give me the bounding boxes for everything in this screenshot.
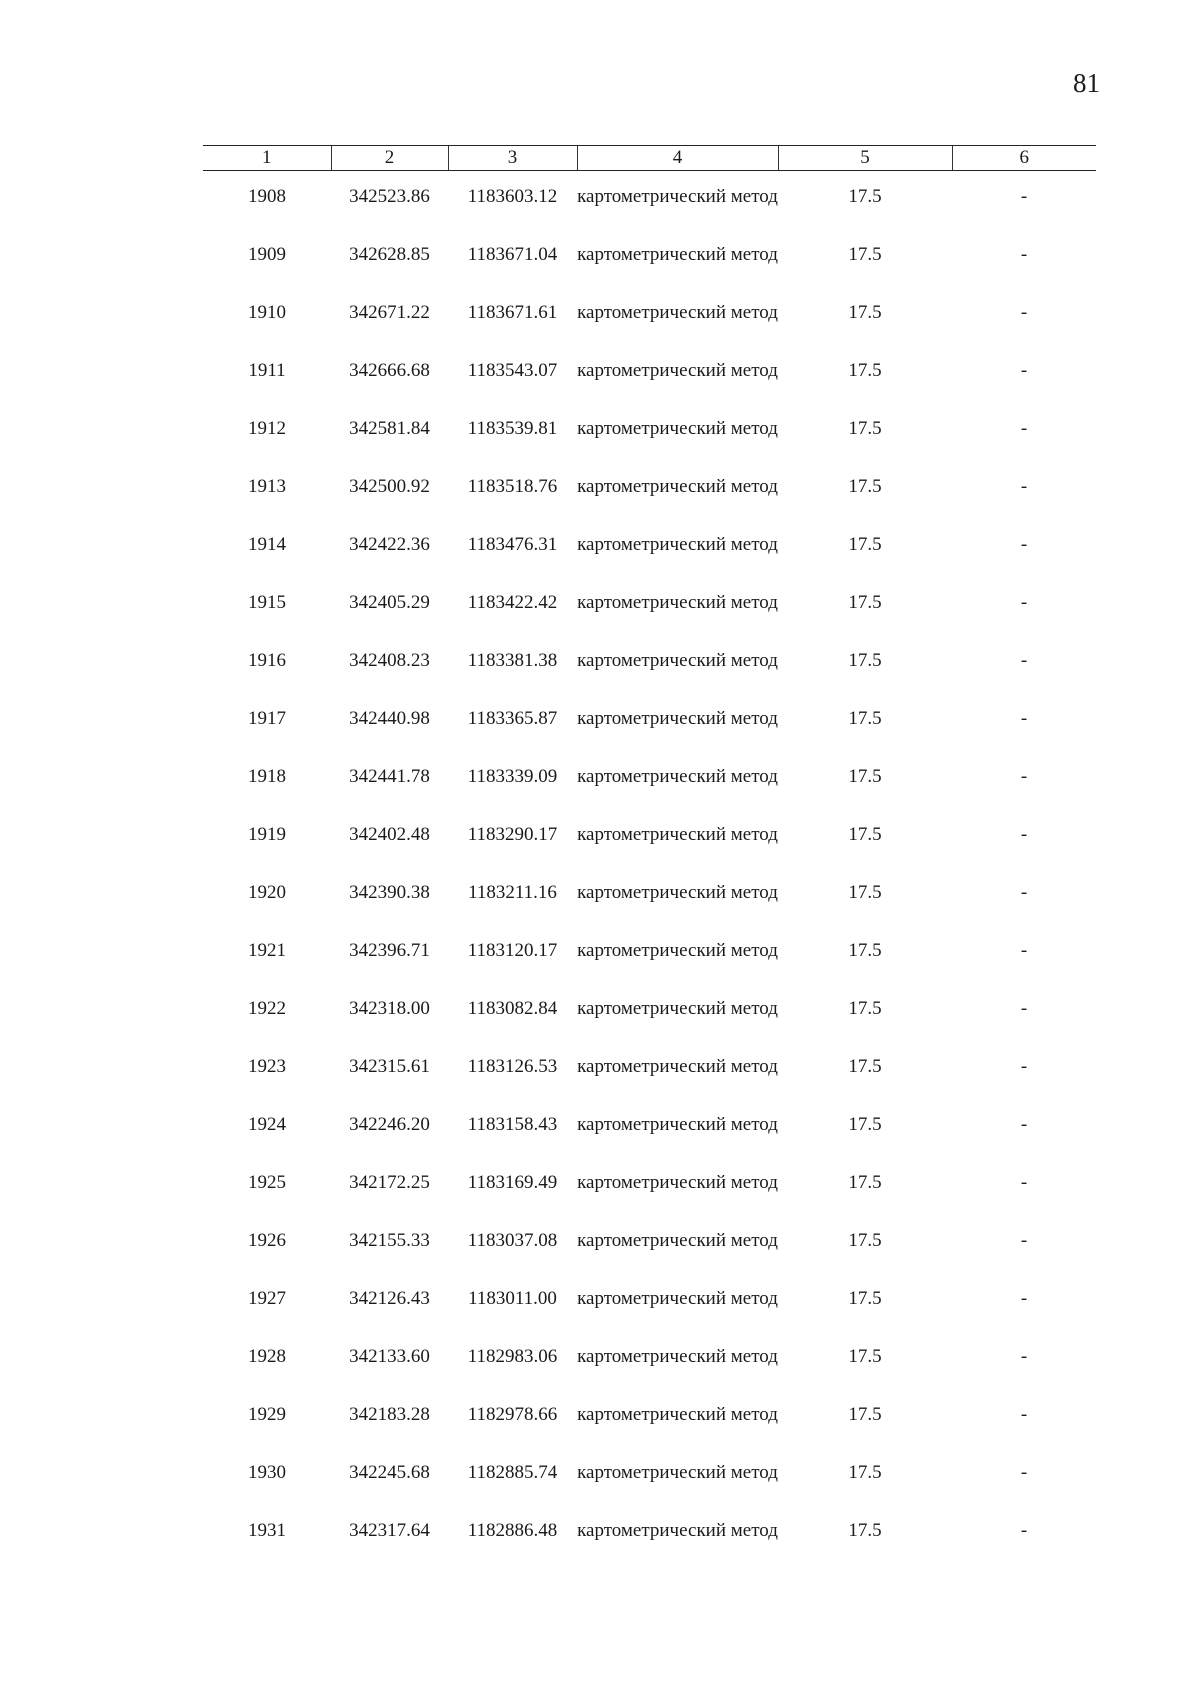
cell-accuracy: 17.5	[848, 1404, 882, 1425]
column-header-2: 2	[331, 146, 448, 171]
cell-accuracy: 17.5	[848, 708, 882, 729]
cell-note: -	[1020, 1462, 1028, 1483]
method-text: картометрический метод	[577, 940, 778, 961]
cell-point-number: 1922	[248, 998, 286, 1019]
cell-x-coordinate: 342172.25	[349, 1172, 430, 1193]
cell-y-coordinate: 1183158.43	[467, 1114, 558, 1135]
table-spacer	[203, 171, 1096, 186]
cell-accuracy: 17.5	[848, 1520, 882, 1541]
cell-x-coordinate: 342408.23	[349, 650, 430, 671]
cell-x-coordinate: 342133.60	[349, 1346, 430, 1367]
column-header-1: 1	[203, 146, 331, 171]
method-text: картометрический метод	[577, 476, 778, 497]
column-header-6: 6	[952, 146, 1096, 171]
cell-method	[577, 1345, 778, 1403]
cell-note: -	[1020, 882, 1028, 903]
cell-method	[577, 359, 778, 417]
method-text: картометрический метод	[577, 534, 778, 555]
cell-accuracy: 17.5	[848, 418, 882, 439]
table-row	[203, 1055, 1096, 1113]
method-text: картометрический метод	[577, 650, 778, 671]
cell-point-number: 1917	[248, 708, 286, 729]
method-text: картометрический метод	[577, 244, 778, 265]
cell-accuracy: 17.5	[848, 244, 882, 265]
method-text: картометрический метод	[577, 824, 778, 845]
table-row	[203, 417, 1096, 475]
cell-method	[577, 997, 778, 1055]
cell-note: -	[1020, 650, 1028, 671]
cell-accuracy: 17.5	[848, 1056, 882, 1077]
cell-y-coordinate: 1183082.84	[467, 998, 558, 1019]
table-row	[203, 475, 1096, 533]
cell-x-coordinate: 342440.98	[349, 708, 430, 729]
cell-method	[577, 765, 778, 823]
cell-point-number: 1927	[248, 1288, 286, 1309]
header-row	[203, 146, 1096, 171]
cell-note: -	[1020, 592, 1028, 613]
cell-y-coordinate: 1183422.42	[467, 592, 558, 613]
cell-point-number: 1916	[248, 650, 286, 671]
table-body	[203, 171, 1096, 1578]
cell-x-coordinate: 342315.61	[349, 1056, 430, 1077]
cell-method	[577, 533, 778, 591]
cell-note: -	[1020, 998, 1028, 1019]
cell-y-coordinate: 1182885.74	[467, 1462, 558, 1483]
table-row	[203, 1403, 1096, 1461]
cell-accuracy: 17.5	[848, 766, 882, 787]
table-row	[203, 301, 1096, 359]
cell-x-coordinate: 342422.36	[349, 534, 430, 555]
table-row	[203, 533, 1096, 591]
table-row	[203, 649, 1096, 707]
table-row	[203, 1461, 1096, 1519]
cell-y-coordinate: 1183011.00	[468, 1288, 557, 1309]
cell-y-coordinate: 1183518.76	[467, 476, 558, 497]
cell-y-coordinate: 1183126.53	[467, 1056, 558, 1077]
cell-method	[577, 649, 778, 707]
method-text: картометрический метод	[577, 186, 778, 207]
cell-point-number: 1923	[248, 1056, 286, 1077]
cell-y-coordinate: 1183290.17	[467, 824, 558, 845]
cell-method	[577, 1171, 778, 1229]
cell-note: -	[1020, 1346, 1028, 1367]
method-text: картометрический метод	[577, 1230, 778, 1251]
cell-note: -	[1020, 1114, 1028, 1135]
cell-note: -	[1020, 708, 1028, 729]
cell-note: -	[1020, 302, 1028, 323]
cell-method	[577, 1403, 778, 1461]
cell-accuracy: 17.5	[848, 1230, 882, 1251]
method-text: картометрический метод	[577, 418, 778, 439]
cell-method	[577, 1519, 778, 1577]
cell-note: -	[1020, 186, 1028, 207]
table-row	[203, 765, 1096, 823]
cell-point-number: 1931	[248, 1520, 286, 1541]
cell-accuracy: 17.5	[848, 1172, 882, 1193]
cell-y-coordinate: 1183169.49	[467, 1172, 558, 1193]
cell-method	[577, 881, 778, 939]
cell-x-coordinate: 342396.71	[349, 940, 430, 961]
cell-x-coordinate: 342155.33	[349, 1230, 430, 1251]
method-text: картометрический метод	[577, 1346, 778, 1367]
cell-accuracy: 17.5	[848, 534, 882, 555]
cell-accuracy: 17.5	[848, 592, 882, 613]
cell-method	[577, 243, 778, 301]
cell-x-coordinate: 342126.43	[349, 1288, 430, 1309]
cell-method	[577, 475, 778, 533]
cell-note: -	[1020, 1288, 1028, 1309]
method-text: картометрический метод	[577, 1462, 778, 1483]
cell-accuracy: 17.5	[848, 186, 882, 207]
cell-point-number: 1908	[248, 186, 286, 207]
coordinates-table	[203, 145, 1096, 1577]
cell-x-coordinate: 342523.86	[349, 186, 430, 207]
cell-note: -	[1020, 418, 1028, 439]
table-row	[203, 881, 1096, 939]
table-row	[203, 591, 1096, 649]
table-row	[203, 1287, 1096, 1345]
cell-point-number: 1930	[248, 1462, 286, 1483]
cell-x-coordinate: 342671.22	[349, 302, 430, 323]
cell-note: -	[1020, 1404, 1028, 1425]
table-row	[203, 1345, 1096, 1403]
cell-accuracy: 17.5	[848, 1114, 882, 1135]
cell-point-number: 1926	[248, 1230, 286, 1251]
cell-note: -	[1020, 824, 1028, 845]
column-header-3: 3	[448, 146, 577, 171]
cell-note: -	[1020, 1520, 1028, 1541]
cell-method	[577, 1055, 778, 1113]
method-text: картометрический метод	[577, 1288, 778, 1309]
column-header-5: 5	[778, 146, 952, 171]
table-row	[203, 243, 1096, 301]
cell-y-coordinate: 1183539.81	[467, 418, 558, 439]
cell-accuracy: 17.5	[848, 940, 882, 961]
method-text: картометрический метод	[577, 360, 778, 381]
cell-method	[577, 1287, 778, 1345]
cell-x-coordinate: 342390.38	[349, 882, 430, 903]
cell-point-number: 1913	[248, 476, 286, 497]
cell-accuracy: 17.5	[848, 998, 882, 1019]
cell-note: -	[1020, 1230, 1028, 1251]
cell-x-coordinate: 342402.48	[349, 824, 430, 845]
cell-point-number: 1924	[248, 1114, 286, 1135]
table-row	[203, 939, 1096, 997]
cell-x-coordinate: 342405.29	[349, 592, 430, 613]
cell-method	[577, 1461, 778, 1519]
method-text: картометрический метод	[577, 592, 778, 613]
table-row	[203, 1171, 1096, 1229]
cell-point-number: 1925	[248, 1172, 286, 1193]
cell-accuracy: 17.5	[848, 476, 882, 497]
cell-method	[577, 301, 778, 359]
cell-accuracy: 17.5	[848, 360, 882, 381]
cell-y-coordinate: 1183339.09	[467, 766, 558, 787]
cell-x-coordinate: 342245.68	[349, 1462, 430, 1483]
method-text: картометрический метод	[577, 1520, 778, 1541]
cell-note: -	[1020, 1056, 1028, 1077]
cell-y-coordinate: 1182978.66	[467, 1404, 558, 1425]
cell-method	[577, 417, 778, 475]
cell-accuracy: 17.5	[848, 1288, 882, 1309]
table-row	[203, 823, 1096, 881]
method-text: картометрический метод	[577, 302, 778, 323]
cell-point-number: 1920	[248, 882, 286, 903]
method-text: картометрический метод	[577, 998, 778, 1019]
cell-point-number: 1921	[248, 940, 286, 961]
table-row	[203, 707, 1096, 765]
cell-x-coordinate: 342500.92	[349, 476, 430, 497]
cell-x-coordinate: 342628.85	[349, 244, 430, 265]
method-text: картометрический метод	[577, 1404, 778, 1425]
cell-y-coordinate: 1183037.08	[467, 1230, 558, 1251]
cell-point-number: 1929	[248, 1404, 286, 1425]
method-text: картометрический метод	[577, 882, 778, 903]
cell-x-coordinate: 342666.68	[349, 360, 430, 381]
cell-x-coordinate: 342317.64	[349, 1520, 430, 1541]
cell-method	[577, 591, 778, 649]
cell-point-number: 1911	[248, 360, 286, 381]
cell-y-coordinate: 1183476.31	[467, 534, 558, 555]
cell-method	[577, 1113, 778, 1171]
cell-method	[577, 939, 778, 997]
cell-method	[577, 823, 778, 881]
cell-accuracy: 17.5	[848, 1462, 882, 1483]
cell-note: -	[1020, 940, 1028, 961]
cell-y-coordinate: 1183671.61	[467, 302, 558, 323]
cell-note: -	[1020, 360, 1028, 381]
cell-accuracy: 17.5	[848, 824, 882, 845]
cell-accuracy: 17.5	[848, 882, 882, 903]
page-number: 81	[1073, 68, 1100, 98]
cell-x-coordinate: 342318.00	[349, 998, 430, 1019]
cell-y-coordinate: 1183603.12	[467, 186, 558, 207]
cell-point-number: 1914	[248, 534, 286, 555]
cell-method	[577, 1229, 778, 1287]
cell-note: -	[1020, 534, 1028, 555]
cell-point-number: 1918	[248, 766, 286, 787]
method-text: картометрический метод	[577, 1114, 778, 1135]
cell-x-coordinate: 342183.28	[349, 1404, 430, 1425]
cell-point-number: 1928	[248, 1346, 286, 1367]
cell-method	[577, 185, 778, 243]
cell-accuracy: 17.5	[848, 650, 882, 671]
table-row	[203, 359, 1096, 417]
cell-method	[577, 707, 778, 765]
cell-y-coordinate: 1183381.38	[467, 650, 558, 671]
table-row	[203, 997, 1096, 1055]
cell-y-coordinate: 1182983.06	[467, 1346, 558, 1367]
cell-note: -	[1020, 1172, 1028, 1193]
cell-note: -	[1020, 244, 1028, 265]
table-row	[203, 1229, 1096, 1287]
cell-x-coordinate: 342441.78	[349, 766, 430, 787]
cell-y-coordinate: 1183671.04	[467, 244, 558, 265]
cell-point-number: 1919	[248, 824, 286, 845]
method-text: картометрический метод	[577, 766, 778, 787]
table-row	[203, 185, 1096, 243]
cell-point-number: 1915	[248, 592, 286, 613]
table-row	[203, 1519, 1096, 1577]
table-header	[203, 146, 1096, 171]
cell-point-number: 1912	[248, 418, 286, 439]
cell-y-coordinate: 1182886.48	[467, 1520, 558, 1541]
cell-note: -	[1020, 766, 1028, 787]
column-header-4: 4	[577, 146, 778, 171]
cell-y-coordinate: 1183120.17	[467, 940, 558, 961]
cell-x-coordinate: 342581.84	[349, 418, 430, 439]
table-row	[203, 1113, 1096, 1171]
cell-point-number: 1909	[248, 244, 286, 265]
method-text: картометрический метод	[577, 1056, 778, 1077]
cell-y-coordinate: 1183543.07	[467, 360, 558, 381]
cell-accuracy: 17.5	[848, 1346, 882, 1367]
cell-accuracy: 17.5	[848, 302, 882, 323]
cell-x-coordinate: 342246.20	[349, 1114, 430, 1135]
cell-y-coordinate: 1183211.16	[468, 882, 557, 903]
cell-point-number: 1910	[248, 302, 286, 323]
cell-y-coordinate: 1183365.87	[467, 708, 558, 729]
cell-note: -	[1020, 476, 1028, 497]
method-text: картометрический метод	[577, 1172, 778, 1193]
method-text: картометрический метод	[577, 708, 778, 729]
coordinates-table-container	[203, 145, 1096, 1577]
